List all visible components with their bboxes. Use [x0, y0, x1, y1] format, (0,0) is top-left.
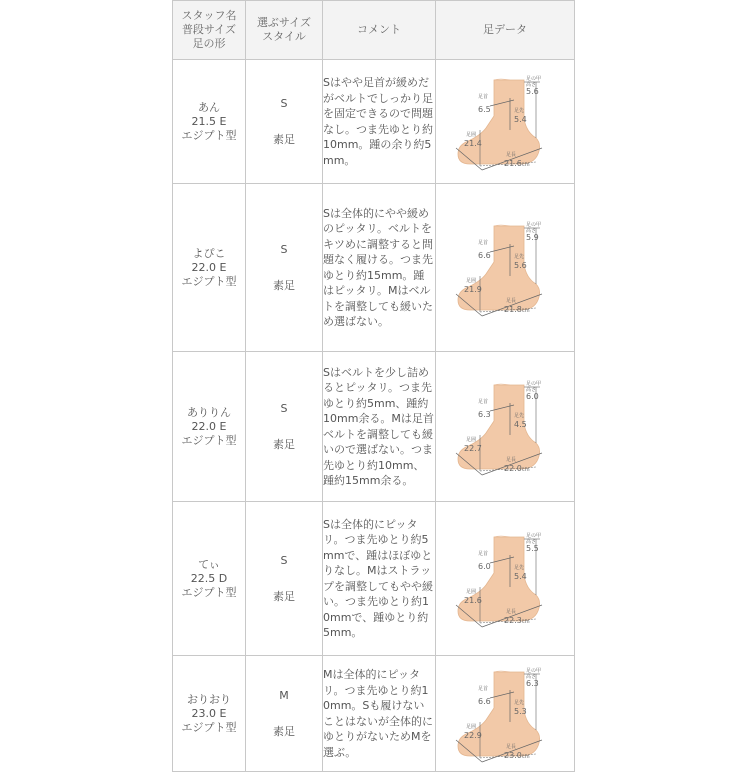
foot-shape: エジプト型 — [181, 585, 237, 599]
label-girth: 足囲 — [466, 436, 477, 443]
table-row-3 — [173, 352, 575, 502]
label-ankle: 足首 — [478, 398, 489, 405]
style: 素足 — [273, 132, 295, 146]
value-girth: 21.4 — [464, 138, 482, 148]
value-length: 21.8 — [504, 304, 522, 314]
label-toe: 足先 — [514, 253, 525, 260]
size-cell — [246, 184, 323, 352]
header-size: 選ぶサイズ スタイル — [246, 1, 323, 60]
value-height: 6.0 — [526, 391, 539, 401]
size-cell — [246, 352, 323, 502]
value-height: 5.9 — [526, 232, 539, 242]
table-header-row — [173, 1, 575, 60]
label-length: 足長 — [506, 297, 517, 304]
staff-cell — [173, 352, 246, 502]
foot-diagram — [450, 529, 560, 629]
staff-name: よぴこ — [192, 246, 226, 260]
value-ankle: 6.6 — [478, 250, 491, 260]
table-row-5 — [173, 656, 575, 772]
label-toe: 足先 — [514, 564, 525, 571]
svg-text:cm: cm — [522, 618, 530, 625]
staff-name: てぃ — [198, 557, 220, 571]
svg-text:cm: cm — [522, 161, 530, 168]
foot-diagram — [450, 72, 560, 172]
header-staff: スタッフ名 普段サイズ 足の形 — [173, 1, 246, 60]
chosen-size: S — [280, 96, 288, 110]
usual-size: 23.0 E — [191, 706, 227, 720]
comment-cell: Sは全体的にやや緩めのピッタリ。ベルトをキツめに調整すると問題なく履ける。つま先ゆとり約15mm。踵はピッタリ。Mはベルトを調整しても緩いため選ばない。 — [323, 184, 436, 352]
foot-shape: エジプト型 — [181, 433, 237, 447]
style: 素足 — [273, 437, 295, 451]
table-row-2 — [173, 184, 575, 352]
label-ankle: 足首 — [478, 685, 489, 692]
label-length: 足長 — [506, 151, 517, 158]
usual-size: 22.0 E — [191, 260, 227, 274]
label-ankle: 足首 — [478, 239, 489, 246]
foot-data-cell — [436, 60, 575, 184]
chosen-size: S — [280, 553, 288, 567]
value-ankle: 6.3 — [478, 409, 491, 419]
value-height: 6.3 — [526, 678, 539, 688]
size-cell — [246, 656, 323, 772]
value-height: 5.5 — [526, 543, 539, 553]
svg-text:cm: cm — [522, 753, 530, 760]
foot-data-cell — [436, 502, 575, 656]
foot-shape: エジプト型 — [181, 274, 237, 288]
value-toe: 5.3 — [514, 706, 527, 716]
label-height: 足の甲 — [526, 221, 542, 228]
foot-diagram — [450, 377, 560, 477]
size-cell — [246, 60, 323, 184]
value-ankle: 6.6 — [478, 696, 491, 706]
staff-cell — [173, 184, 246, 352]
chosen-size: M — [279, 688, 289, 702]
value-girth: 22.7 — [464, 443, 482, 453]
staff-cell — [173, 656, 246, 772]
foot-diagram — [450, 218, 560, 318]
label-height: 足の甲 — [526, 75, 542, 82]
value-toe: 5.4 — [514, 571, 527, 581]
foot-shape: エジプト型 — [181, 128, 237, 142]
foot-diagram — [450, 664, 560, 764]
label-length: 足長 — [506, 743, 517, 750]
staff-size-table — [172, 0, 575, 772]
svg-text:高さ: 高さ — [526, 673, 537, 680]
svg-text:高さ: 高さ — [526, 227, 537, 234]
header-foot: 足データ — [436, 1, 575, 60]
table-row-1 — [173, 60, 575, 184]
svg-text:cm: cm — [522, 307, 530, 314]
label-ankle: 足首 — [478, 93, 489, 100]
foot-data-cell — [436, 656, 575, 772]
value-girth: 21.9 — [464, 284, 482, 294]
label-height: 足の甲 — [526, 532, 542, 539]
usual-size: 21.5 E — [191, 114, 227, 128]
foot-shape: エジプト型 — [181, 720, 237, 734]
value-length: 22.0 — [504, 463, 522, 473]
size-cell — [246, 502, 323, 656]
value-girth: 22.9 — [464, 730, 482, 740]
usual-size: 22.5 D — [190, 571, 228, 585]
staff-name: おりおり — [187, 692, 231, 706]
label-height: 足の甲 — [526, 667, 542, 674]
style: 素足 — [273, 278, 295, 292]
label-toe: 足先 — [514, 412, 525, 419]
style: 素足 — [273, 724, 295, 738]
label-ankle: 足首 — [478, 550, 489, 557]
label-girth: 足囲 — [466, 131, 477, 138]
label-length: 足長 — [506, 456, 517, 463]
table-row-4 — [173, 502, 575, 656]
value-ankle: 6.0 — [478, 561, 491, 571]
value-toe: 5.6 — [514, 260, 527, 270]
foot-data-cell — [436, 352, 575, 502]
chosen-size: S — [280, 401, 288, 415]
value-length: 22.3 — [504, 615, 522, 625]
foot-data-cell — [436, 184, 575, 352]
label-toe: 足先 — [514, 699, 525, 706]
comment-cell: Sはベルトを少し詰めるとピッタリ。つま先ゆとり約5mm、踵約10mm余る。Mは足首ベルトを調整しても緩いので選ばない。つま先ゆとり約10mm、踵約15mm余る。 — [323, 352, 436, 502]
value-height: 5.6 — [526, 86, 539, 96]
label-length: 足長 — [506, 608, 517, 615]
chosen-size: S — [280, 242, 288, 256]
staff-name: あん — [198, 100, 220, 114]
staff-cell — [173, 60, 246, 184]
svg-text:cm: cm — [522, 466, 530, 473]
label-toe: 足先 — [514, 107, 525, 114]
label-girth: 足囲 — [466, 277, 477, 284]
staff-cell — [173, 502, 246, 656]
value-ankle: 6.5 — [478, 104, 491, 114]
value-toe: 5.4 — [514, 114, 527, 124]
style: 素足 — [273, 589, 295, 603]
usual-size: 22.0 E — [191, 419, 227, 433]
value-girth: 21.6 — [464, 595, 482, 605]
svg-text:高さ: 高さ — [526, 538, 537, 545]
label-height: 足の甲 — [526, 380, 542, 387]
staff-name: ありりん — [187, 405, 231, 419]
comment-cell: Mは全体的にピッタリ。つま先ゆとり約10mm。Sも履けないことはないが全体的にゆとりがないためMを選ぶ。 — [323, 656, 436, 772]
value-toe: 4.5 — [514, 419, 527, 429]
value-length: 21.6 — [504, 158, 522, 168]
label-girth: 足囲 — [466, 588, 477, 595]
comment-cell: Sは全体的にピッタリ。つま先ゆとり約5mmで、踵はほぼゆとりなし。Mはストラップを調整してもやや緩い。つま先ゆとり約10mmで、踵ゆとり約5mm。 — [323, 502, 436, 656]
comment-cell: Sはやや足首が緩めだがベルトでしっかり足を固定できるので問題なし。つま先ゆとり約10mm。踵の余り約5mm。 — [323, 60, 436, 184]
svg-text:高さ: 高さ — [526, 386, 537, 393]
label-girth: 足囲 — [466, 723, 477, 730]
header-comment: コメント — [323, 1, 436, 60]
svg-text:高さ: 高さ — [526, 81, 537, 88]
value-length: 23.0 — [504, 750, 522, 760]
